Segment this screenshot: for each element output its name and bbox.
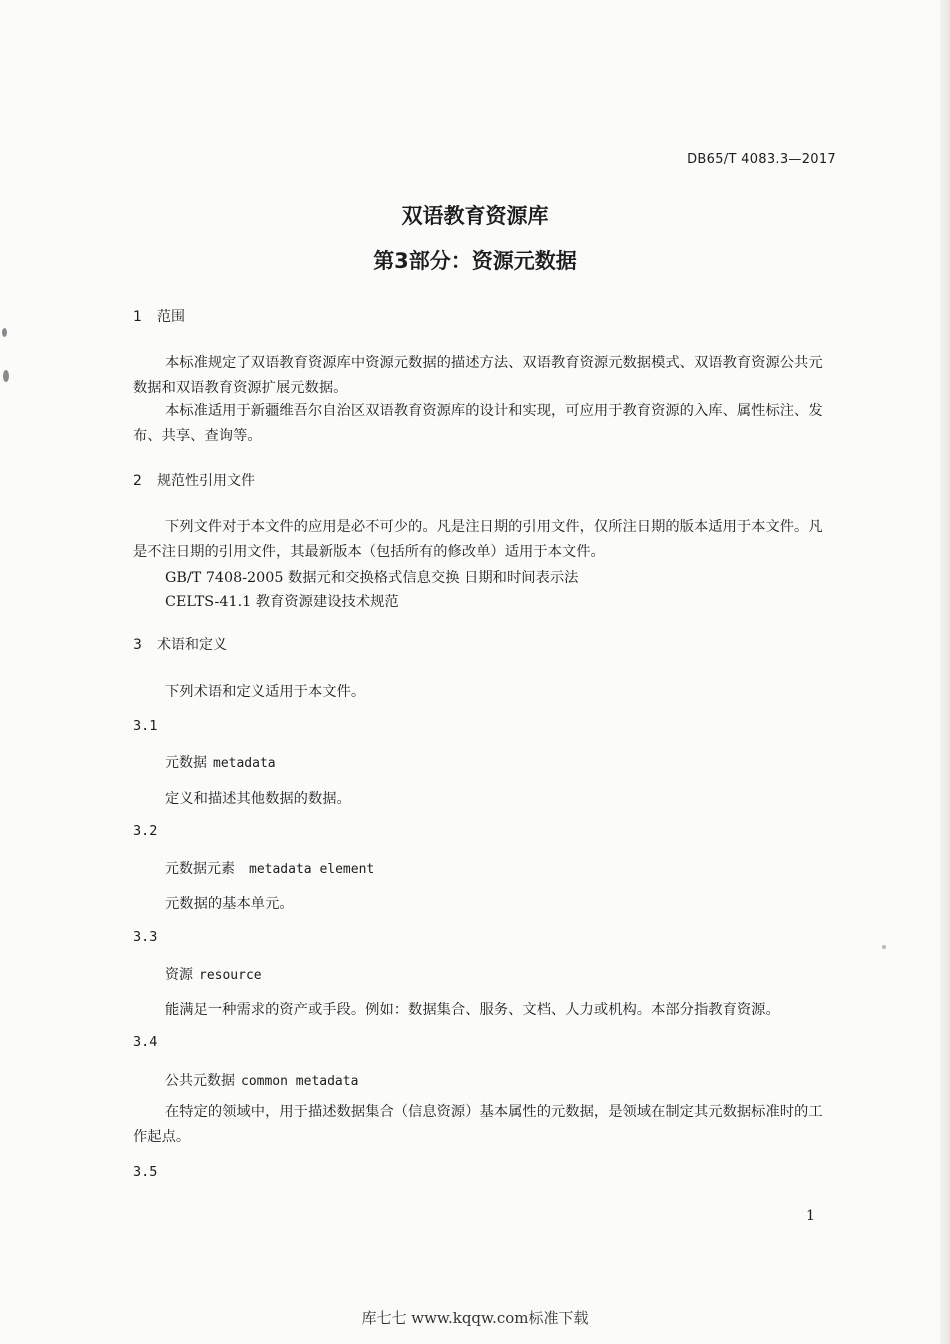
term-heading xyxy=(165,964,262,984)
term-en: common metadata xyxy=(241,1074,359,1089)
normative-reference-1: GB/T 7408-2005 数据元和交换格式信息交换 日期和时间表示法 xyxy=(165,570,579,586)
page-number: 1 xyxy=(806,1208,815,1224)
term-heading xyxy=(165,752,276,772)
scan-speck xyxy=(3,370,9,382)
term-definition: 定义和描述其他数据的数据。 xyxy=(165,791,351,807)
term-definition: 元数据的基本单元。 xyxy=(165,896,294,912)
section-2-heading xyxy=(133,470,255,490)
term-number: 3.2 xyxy=(133,823,158,839)
term-heading xyxy=(165,858,374,878)
section-number: 2 xyxy=(133,473,142,489)
term-number: 3.5 xyxy=(133,1164,158,1180)
term-heading xyxy=(165,1070,358,1090)
scan-speck xyxy=(882,945,886,949)
term-en: resource xyxy=(199,968,262,983)
term-number: 3.4 xyxy=(133,1034,158,1050)
footer-watermark: 库七七 www.kqqw.com标准下载 xyxy=(361,1309,589,1327)
term-definition: 能满足一种需求的资产或手段。例如：数据集合、服务、文档、人力或机构。本部分指教育资源。 xyxy=(165,1002,780,1018)
term-cn: 公共元数据 xyxy=(165,1073,235,1089)
section-number: 1 xyxy=(133,309,142,325)
section-title: 术语和定义 xyxy=(157,637,227,653)
term-en: metadata element xyxy=(249,862,375,877)
term-definition xyxy=(133,1100,836,1150)
standard-code: DB65/T 4083.3—2017 xyxy=(687,152,836,167)
section-1-paragraph-1 xyxy=(133,351,836,401)
section-1-heading xyxy=(133,306,185,326)
term-number: 3.1 xyxy=(133,718,158,734)
document-subtitle: 第3部分：资源元数据 xyxy=(373,249,577,273)
scan-speck xyxy=(2,328,7,337)
paragraph-text: 本标准规定了双语教育资源库中资源元数据的描述方法、双语教育资源元数据模式、双语教育资源公共元数据和双语教育资源扩展元数据。 xyxy=(133,355,823,396)
section-3-intro: 下列术语和定义适用于本文件。 xyxy=(165,684,366,700)
section-title: 规范性引用文件 xyxy=(157,473,255,489)
normative-reference-2: CELTS-41.1 教育资源建设技术规范 xyxy=(165,594,399,610)
section-title: 范围 xyxy=(157,309,185,325)
section-1-paragraph-2 xyxy=(133,399,836,449)
section-number: 3 xyxy=(133,637,142,653)
section-3-heading xyxy=(133,634,227,654)
paragraph-text: 下列文件对于本文件的应用是必不可少的。凡是注日期的引用文件，仅所注日期的版本适用于本文件。凡是不注日期的引用文件，其最新版本（包括所有的修改单）适用于本文件。 xyxy=(133,519,823,560)
term-number: 3.3 xyxy=(133,929,158,945)
term-cn: 资源 xyxy=(165,967,193,983)
paragraph-text: 在特定的领域中，用于描述数据集合（信息资源）基本属性的元数据，是领域在制定其元数据标准时的工作起点。 xyxy=(133,1104,823,1145)
document-title: 双语教育资源库 xyxy=(401,204,549,228)
term-en: metadata xyxy=(213,756,276,771)
paragraph-text: 本标准适用于新疆维吾尔自治区双语教育资源库的设计和实现，可应用于教育资源的入库、属性标注、发布、共享、查询等。 xyxy=(133,403,823,444)
term-cn: 元数据元素 xyxy=(165,861,235,877)
section-2-paragraph-1 xyxy=(133,515,836,565)
term-cn: 元数据 xyxy=(165,755,207,771)
